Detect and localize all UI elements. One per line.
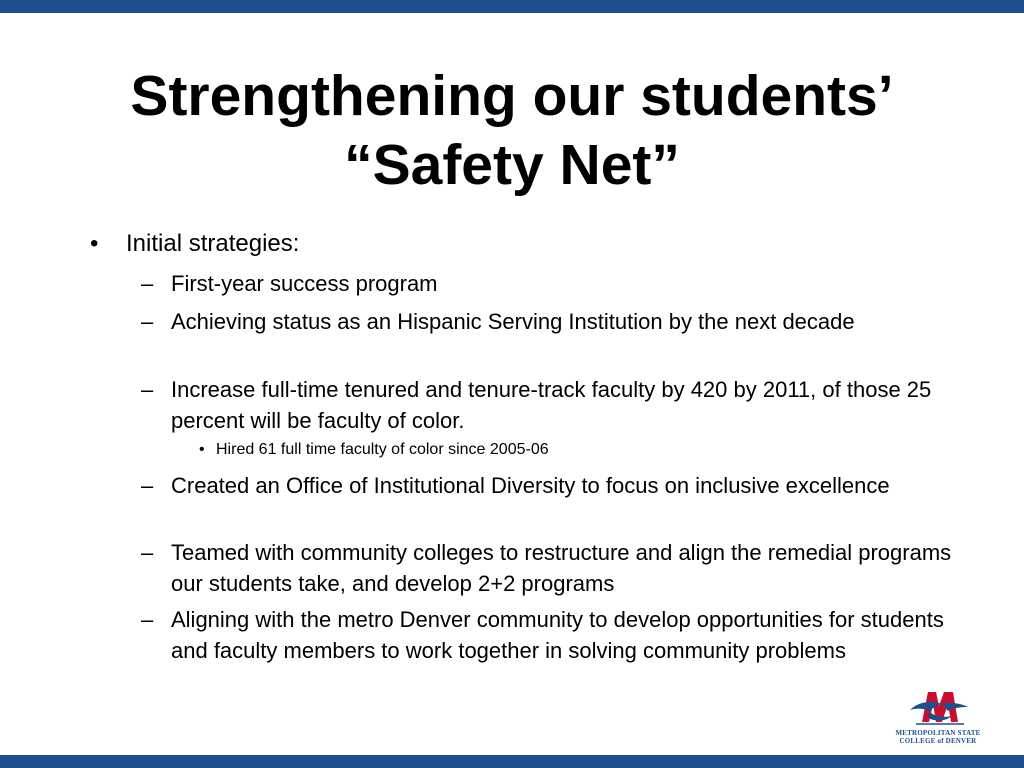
- dash-marker: –: [141, 540, 154, 565]
- bullet-marker: •: [90, 230, 99, 257]
- logo-line-1: METROPOLITAN STATE: [895, 729, 981, 737]
- logo-wordmark: [886, 729, 990, 745]
- dash-marker: –: [141, 473, 154, 498]
- dash-marker: –: [141, 607, 154, 632]
- list-item-text: Increase full-time tenured and tenure-track faculty by 420 by 2011, of those 25 percent will be faculty of color.: [171, 377, 932, 433]
- list-item-text: Hired 61 full time faculty of color since 2005-06: [216, 441, 549, 458]
- title-line-1: Strengthening our students’: [130, 64, 894, 128]
- title-line-2: “Safety Net”: [344, 133, 680, 197]
- logo-line-2: COLLEGE of DENVER: [899, 737, 977, 745]
- list-item-text: Teamed with community colleges to restructure and align the remedial programs our students take, and develop 2+2 programs: [171, 540, 952, 596]
- slide-title: [40, 62, 984, 200]
- top-accent-bar: [0, 0, 1024, 13]
- list-item-text: Created an Office of Institutional Diversity to focus on inclusive excellence: [171, 473, 890, 498]
- dash-marker: –: [141, 377, 154, 402]
- college-logo: [886, 688, 990, 750]
- dash-marker: –: [141, 271, 154, 296]
- list-item-text: Aligning with the metro Denver community to develop opportunities for students and faculty members to work together in solving community problems: [171, 607, 944, 663]
- dash-marker: –: [141, 309, 154, 334]
- mascot-m-logo-icon: [908, 688, 970, 726]
- bullet-marker: •: [199, 441, 205, 458]
- list-item-text: Achieving status as an Hispanic Serving Institution by the next decade: [171, 309, 855, 334]
- list-item-text: Initial strategies:: [126, 230, 300, 257]
- bottom-accent-bar: [0, 755, 1024, 768]
- list-item-text: First-year success program: [171, 271, 438, 296]
